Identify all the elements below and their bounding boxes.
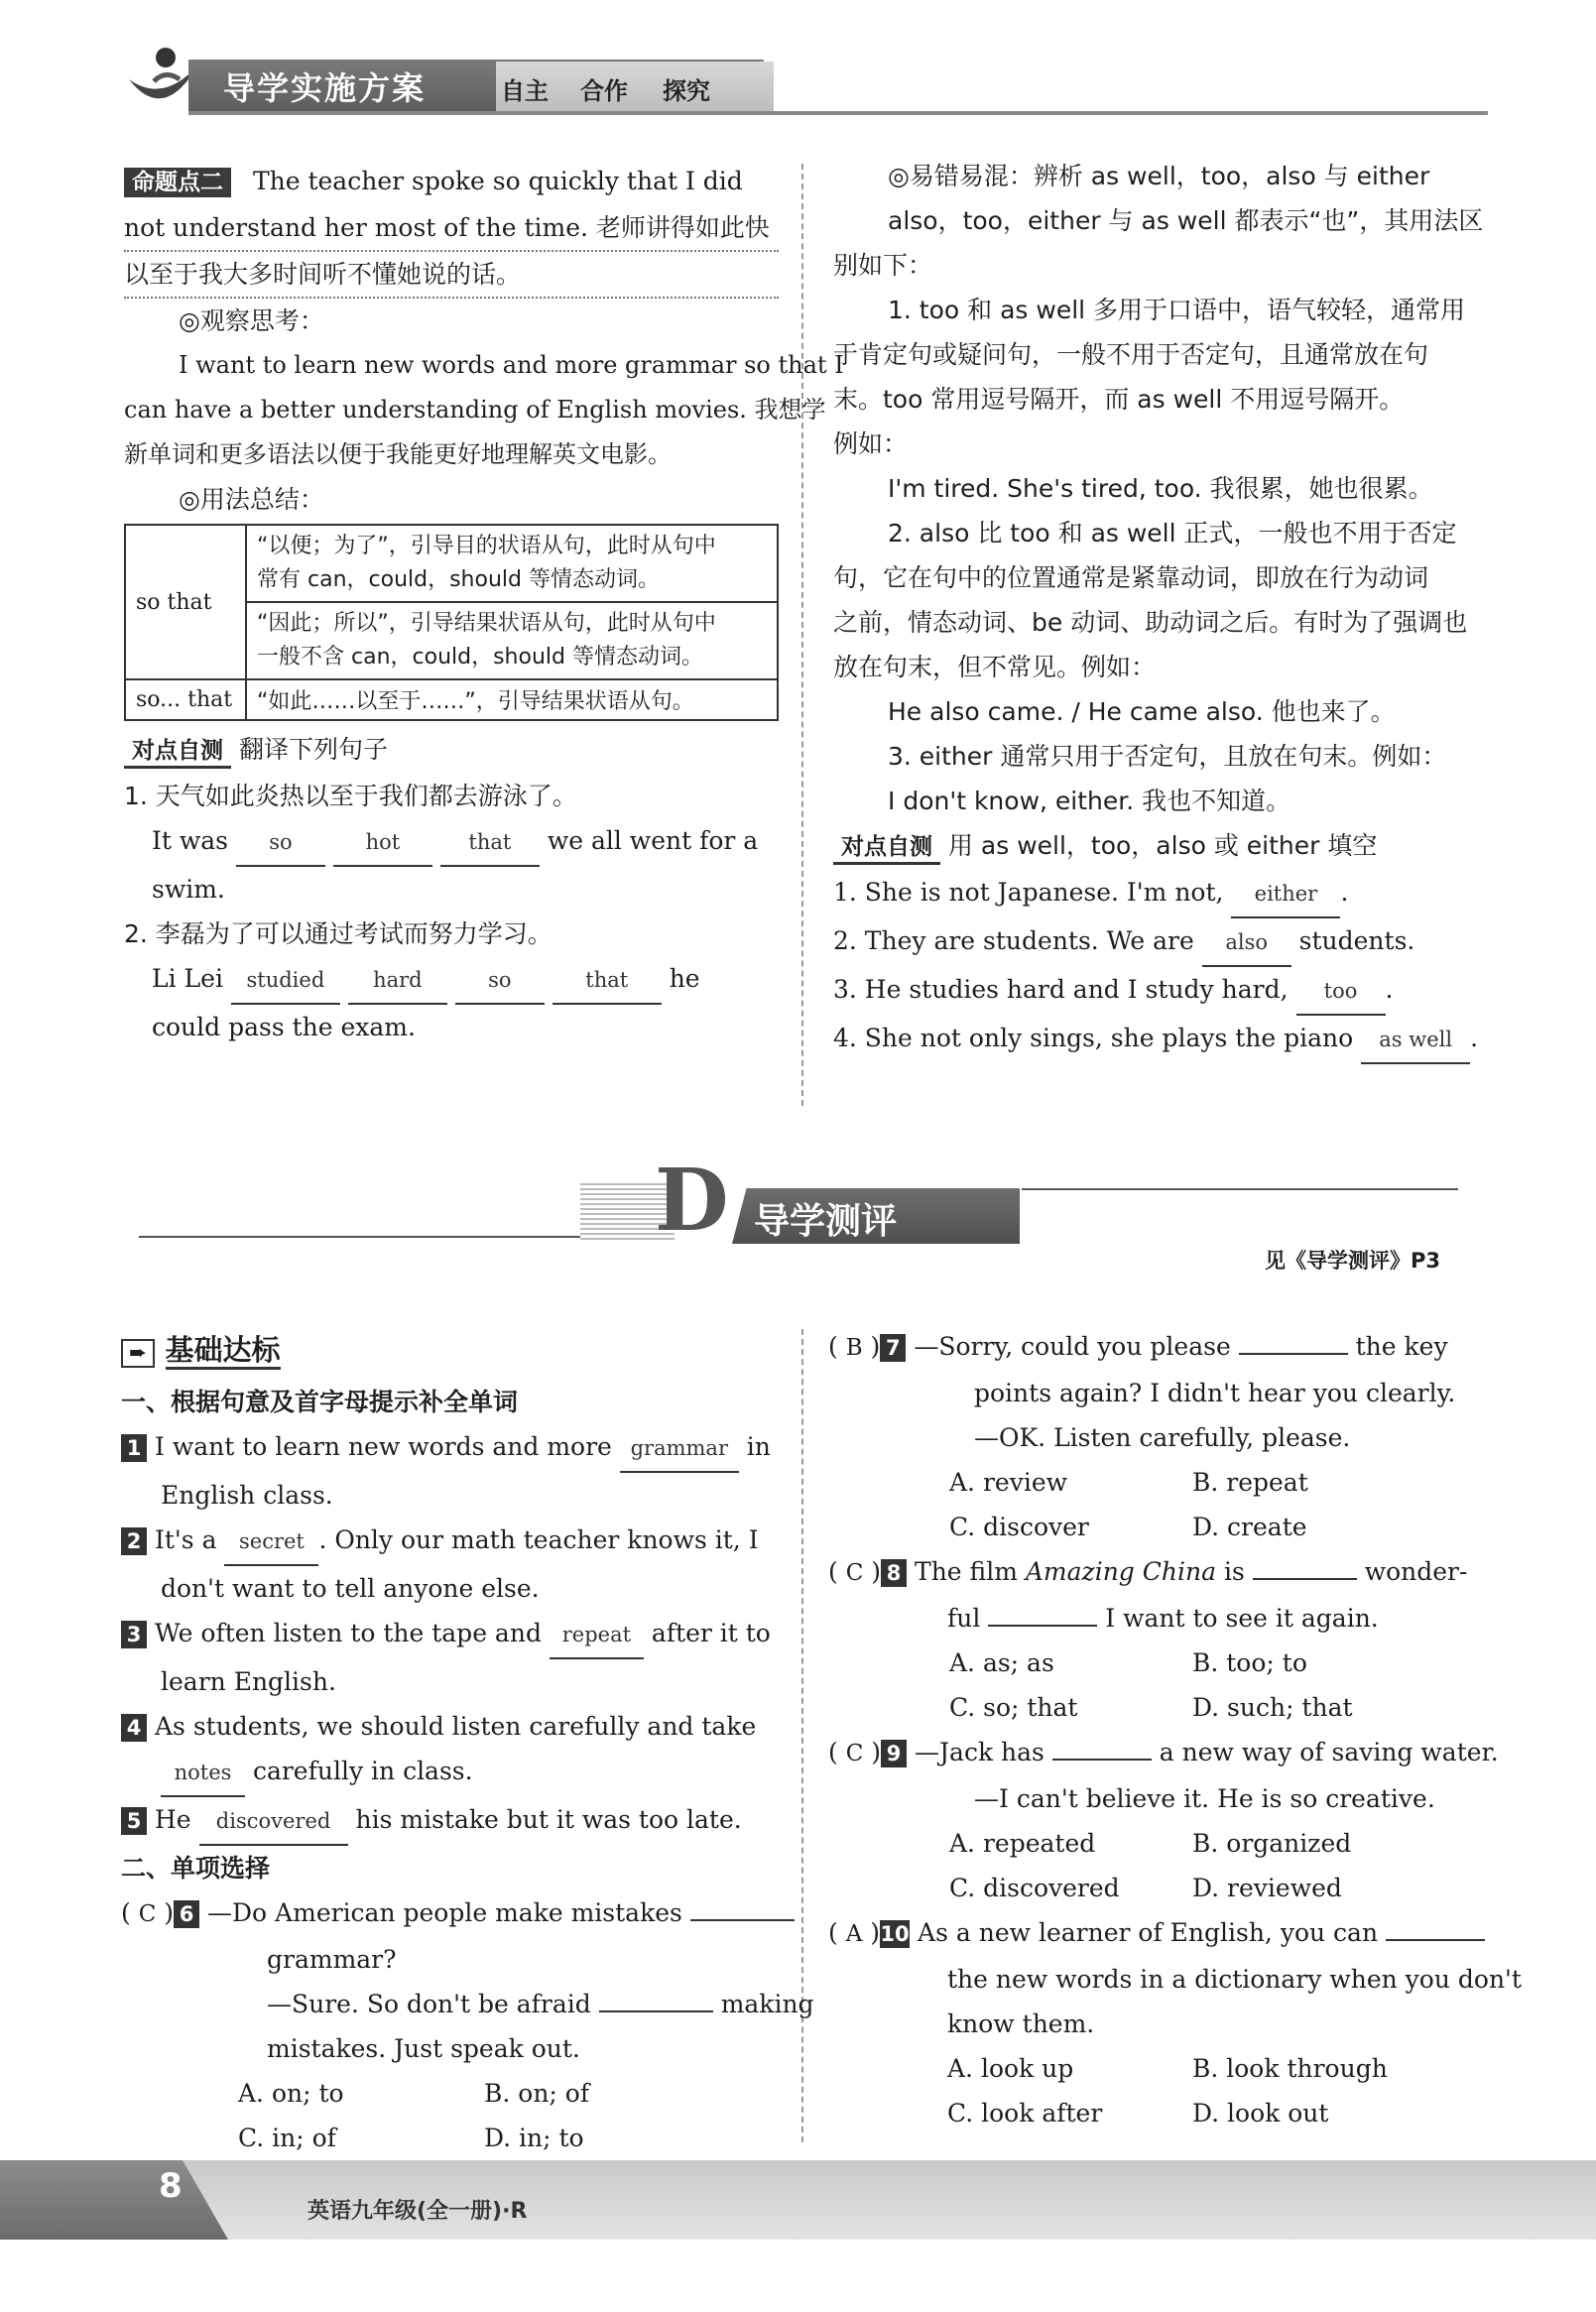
part-one-title: 一、根据句意及首字母提示补全单词 [121, 1388, 519, 1416]
text: 一般不含 can，could，should 等情态动词。 [257, 645, 703, 669]
text: He [155, 1805, 191, 1834]
text: 之前，情态动词、be 动词、助动词之后。有时为了强调也 [833, 608, 1468, 637]
basic-item-2 [121, 1518, 781, 1566]
text: 放在句末，但不常见。例如： [833, 653, 1157, 681]
fill-q2 [833, 918, 1488, 967]
selftest-header [124, 727, 844, 774]
text: 于肯定句或疑问句，一般不用于否定句，且通常放在句 [833, 340, 1429, 369]
option: C. look after [947, 2099, 1103, 2128]
header-tag: 合作 [580, 77, 628, 105]
item-number: 2 [121, 1527, 147, 1555]
text: —Sure. So don't be afraid [267, 1990, 591, 2018]
mc-answer: C [138, 1901, 157, 1927]
banner-line-right [1022, 1188, 1458, 1190]
text: he [669, 964, 700, 993]
mc-q8-options [828, 1641, 1488, 1685]
mc-q10: ( A )10 As a new learner of English, you can [828, 1910, 1488, 1957]
text: It was [152, 826, 229, 855]
example: He also came. / He came also. 他也来了。 [888, 697, 1396, 726]
answer-blank: hot [333, 820, 432, 867]
text: a new way of saving water. [1159, 1738, 1499, 1766]
text: his mistake but it was too late. [355, 1805, 742, 1834]
observe-title: ◎观察思考： [179, 306, 324, 335]
example: I'm tired. She's tired, too. 我很累，她也很累。 [888, 474, 1433, 503]
mc-answer: A [845, 1921, 863, 1947]
mc-q6: ( C ) 6 —Do American people make mistakes [121, 1890, 781, 1937]
mc-q10-line2: the new words in a dictionary when you don't [947, 1965, 1522, 1994]
option: C. discover [949, 1513, 1089, 1541]
text: It's a [155, 1525, 217, 1554]
option: B. look through [1192, 2054, 1388, 2083]
text: —Sorry, could you please [914, 1332, 1231, 1361]
mc-q6-line2: grammar? [267, 1945, 397, 1974]
mc-q6-options [121, 2116, 781, 2160]
banner-letter: D [655, 1151, 729, 1251]
text: 2. They are students. We are [833, 926, 1194, 955]
observe-line1: I want to learn new words and more grammar so that I [179, 351, 844, 379]
text: 3. either 通常只用于否定句，且放在句末。例如： [888, 742, 1447, 771]
text: wonder- [1364, 1557, 1468, 1586]
option: B. too; to [1192, 1648, 1307, 1677]
mc-q6-line3 [121, 1982, 814, 2026]
mc-answer: B [845, 1335, 863, 1361]
option: C. discovered [949, 1874, 1120, 1902]
option: B. organized [1192, 1829, 1352, 1858]
footer-band [0, 2160, 1596, 2240]
text: “因此；所以”，引导结果状语从句，此时从句中 [257, 611, 716, 636]
arrow-icon: ➨ [121, 1339, 155, 1368]
answer-blank: that [440, 820, 540, 867]
text: 1. She is not Japanese. I'm not, [833, 878, 1224, 907]
mc-right-section [828, 1324, 1522, 2135]
text: The film [915, 1557, 1018, 1586]
mc-q9-line2: —I can't believe it. He is so creative. [974, 1784, 1435, 1813]
answer-blank: so [455, 958, 545, 1005]
text: 2. also 比 too 和 as well 正式，一般也不用于否定 [888, 519, 1457, 548]
confusion-title: ◎易错易混：辨析 as well，too，also 与 either [888, 162, 1430, 190]
option: D. create [1192, 1513, 1307, 1541]
answer-blank: secret [224, 1520, 318, 1566]
text: 用 as well，too，also 或 either 填空 [947, 831, 1378, 860]
translate-q2-end: could pass the exam. [152, 1013, 416, 1041]
example: I don't know, either. 我也不知道。 [888, 787, 1291, 815]
usage-desc [246, 525, 778, 602]
basic-item-4-cont [121, 1749, 781, 1797]
mc-q7-line2: points again? I didn't hear you clearly. [974, 1379, 1456, 1407]
usage-term: so that [125, 525, 246, 679]
banner-title: 导学测评 [754, 1201, 898, 1242]
left-top-section [124, 159, 844, 1049]
mc-q10-options [828, 2046, 1488, 2091]
text: As students, we should listen carefully and take [155, 1712, 757, 1741]
text: “以便；为了”，引导目的状语从句，此时从句中 [257, 534, 716, 558]
usage-desc [246, 602, 778, 679]
option: C. so; that [949, 1693, 1078, 1722]
item-number: 1 [121, 1434, 147, 1462]
option: A. on; to [238, 2079, 344, 2108]
mc-q8-options [828, 1685, 1488, 1730]
text: is [1223, 1557, 1245, 1586]
point-two-line3: 以至于我大多时间听不懂她说的话。 [124, 252, 779, 299]
basic-item-3-cont: learn English. [161, 1667, 336, 1696]
usage-term: so... that [125, 679, 246, 720]
basic-item-1 [121, 1424, 781, 1473]
text: 例如： [833, 429, 909, 458]
mc-q10-options [828, 2091, 1488, 2135]
mc-answer: C [845, 1741, 864, 1766]
text: in [746, 1432, 771, 1461]
selftest-header [833, 823, 1488, 870]
text: Li Lei [152, 964, 223, 993]
mc-q6-line4: mistakes. Just speak out. [267, 2034, 580, 2063]
answer-blank: repeat [550, 1613, 644, 1659]
text: 句，它在句中的位置通常是紧靠动词，即放在行为动词 [833, 563, 1429, 592]
text: after it to [651, 1619, 771, 1647]
answer-blank [1052, 1759, 1152, 1761]
mc-q7-options [828, 1460, 1488, 1505]
header-line [188, 111, 1488, 115]
mc-q7: ( B ) 7 —Sorry, could you please the key [828, 1332, 1448, 1361]
translate-q2-answer [124, 956, 844, 1005]
mc-q6-options [121, 2071, 781, 2116]
text: The teacher spoke so quickly that I did [252, 167, 743, 195]
text: I want to learn new words and more [155, 1432, 612, 1461]
basic-item-2-cont: don't want to tell anyone else. [161, 1574, 540, 1603]
basic-item-5 [121, 1797, 781, 1846]
page-number: 8 [159, 2166, 183, 2206]
text: 4. She not only sings, she plays the piano [833, 1024, 1354, 1052]
answer-blank: hard [348, 958, 447, 1005]
text: I want to see it again. [1105, 1604, 1379, 1633]
text: we all went for a [547, 826, 759, 855]
text: 翻译下列句子 [238, 735, 388, 764]
mc-q9: ( C ) 9 —Jack has a new way of saving water. [828, 1738, 1499, 1766]
mc-q7-options [828, 1505, 1488, 1549]
text: 常有 can，could，should 等情态动词。 [257, 567, 660, 592]
answer-blank: that [552, 958, 662, 1005]
answer-blank [690, 1919, 795, 1921]
fill-q4 [833, 1016, 1488, 1064]
selftest-badge: 对点自测 [833, 832, 940, 865]
text: the key [1355, 1332, 1448, 1361]
fill-q1 [833, 870, 1488, 918]
option: A. review [949, 1468, 1068, 1497]
option: A. repeated [949, 1829, 1096, 1858]
answer-blank: either [1231, 872, 1340, 918]
option: D. look out [1192, 2099, 1329, 2128]
text: . [1470, 1024, 1479, 1052]
option: D. such; that [1192, 1693, 1353, 1722]
answer-blank: as well [1361, 1018, 1470, 1064]
text: making [720, 1990, 814, 2018]
answer-blank: discovered [199, 1799, 348, 1846]
item-number: 3 [121, 1621, 147, 1648]
option: C. in; of [238, 2124, 336, 2152]
translate-q2: 2. 李磊为了可以通过考试而努力学习。 [124, 919, 552, 948]
observe-line2: can have a better understanding of English movies. 我想学 [124, 396, 826, 424]
answer-blank [599, 2010, 713, 2012]
basic-heading [121, 1324, 781, 1380]
answer-blank: notes [161, 1751, 245, 1797]
usage-title: ◎用法总结： [179, 485, 324, 514]
footer-book-title: 英语九年级(全一册)·R [307, 2199, 528, 2224]
banner-reference: 见《导学测评》P3 [1265, 1249, 1441, 1273]
mc-q9-options [828, 1866, 1488, 1910]
selftest-badge: 对点自测 [124, 736, 231, 769]
text: —Do American people make mistakes [207, 1898, 682, 1927]
mc-q8-line2 [828, 1596, 1488, 1641]
basic-item-3 [121, 1611, 781, 1659]
mc-q10-line3: know them. [947, 2009, 1095, 2038]
text: . Only our math teacher knows it, I [318, 1525, 759, 1554]
item-number: 6 [174, 1900, 199, 1928]
option: D. reviewed [1192, 1874, 1342, 1902]
point-two-line1 [124, 159, 779, 205]
option: B. repeat [1192, 1468, 1308, 1497]
text: carefully in class. [252, 1757, 473, 1785]
option: A. look up [947, 2054, 1074, 2083]
text: 别如下： [833, 251, 933, 280]
header-title: 导学实施方案 [223, 69, 427, 107]
point-two-line2: not understand her most of the time. 老师讲得如此快 [124, 205, 779, 252]
mc-answer: C [845, 1560, 864, 1586]
option: D. in; to [484, 2124, 584, 2152]
text: . [1340, 878, 1349, 907]
banner-line-left [139, 1236, 585, 1238]
item-number: 4 [121, 1714, 147, 1742]
mc-q7-line3: —OK. Listen carefully, please. [974, 1423, 1351, 1452]
text: We often listen to the tape and [155, 1619, 542, 1647]
answer-blank: grammar [620, 1426, 739, 1473]
option: B. on; of [484, 2079, 590, 2108]
right-top-section [833, 154, 1488, 1064]
answer-blank: also [1202, 920, 1291, 967]
option: A. as; as [949, 1648, 1054, 1677]
item-number: 7 [880, 1334, 906, 1362]
text: As a new learner of English, you can [918, 1918, 1379, 1947]
answer-blank [1239, 1353, 1348, 1355]
item-number: 8 [881, 1559, 907, 1587]
basic-item-4 [121, 1704, 781, 1749]
item-number: 10 [880, 1922, 910, 1946]
item-number: 5 [121, 1807, 147, 1835]
item-number: 9 [881, 1740, 907, 1767]
text: —Jack has [915, 1738, 1044, 1766]
text: students. [1298, 926, 1415, 955]
answer-blank: too [1296, 969, 1386, 1016]
basic-item-1-cont: English class. [161, 1481, 333, 1510]
text: 末。too 常用逗号隔开，而 as well 不用逗号隔开。 [833, 385, 1405, 414]
translate-q1-end: swim. [152, 875, 225, 904]
answer-blank [988, 1625, 1097, 1627]
film-title: Amazing China [1025, 1557, 1216, 1586]
mc-q9-options [828, 1821, 1488, 1866]
answer-blank [1386, 1939, 1485, 1941]
mc-q8: ( C ) 8 The film Amazing China is wonder- [828, 1557, 1468, 1586]
translate-q1: 1. 天气如此炎热以至于我们都去游泳了。 [124, 782, 577, 810]
translate-q1-answer [124, 818, 844, 867]
usage-desc: “如此……以至于……”，引导结果状语从句。 [246, 679, 778, 720]
header-tag: 自主 [501, 77, 549, 105]
text: . [1385, 975, 1394, 1004]
text: also，too，either 与 as well 都表示“也”，其用法区 [888, 206, 1484, 235]
answer-blank [1253, 1578, 1357, 1580]
text: 基础达标 [166, 1333, 281, 1370]
point-two-badge: 命题点二 [124, 168, 231, 197]
part-two-title: 二、单项选择 [121, 1854, 271, 1883]
answer-blank: so [236, 820, 325, 867]
basic-section [121, 1324, 814, 2160]
header-tag: 探究 [663, 77, 710, 105]
fill-q3 [833, 967, 1488, 1016]
text: ful [947, 1604, 981, 1633]
observe-line3: 新单词和更多语法以便于我能更好地理解英文电影。 [124, 440, 672, 468]
answer-blank: studied [231, 958, 340, 1005]
usage-table [124, 524, 779, 721]
text: 1. too 和 as well 多用于口语中，语气较轻，通常用 [888, 296, 1466, 324]
text: 3. He studies hard and I study hard, [833, 975, 1289, 1004]
